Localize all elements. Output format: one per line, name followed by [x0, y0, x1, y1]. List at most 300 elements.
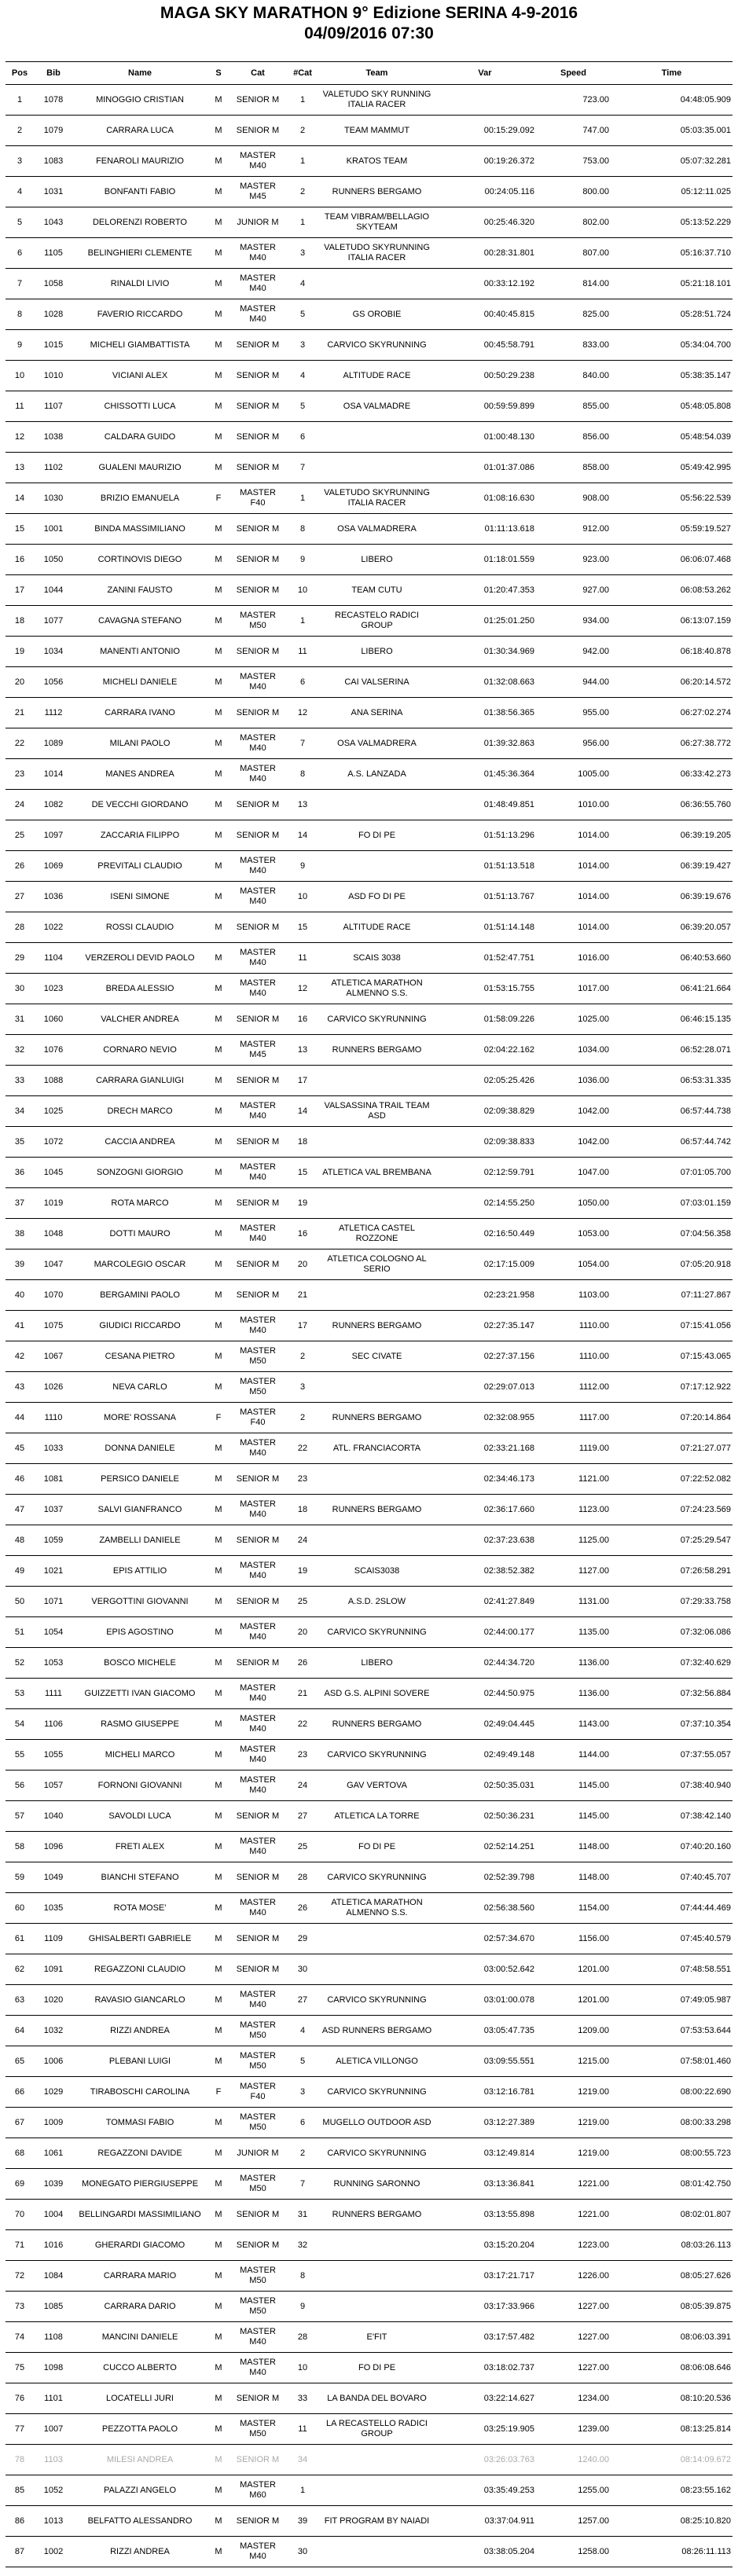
table-row	[6, 728, 732, 759]
speed-cell: 1255.00	[536, 2475, 611, 2506]
sex-cell: M	[207, 2230, 230, 2261]
sex-cell: M	[207, 361, 230, 391]
page-subtitle: 04/09/2016 07:30	[304, 24, 434, 42]
gap-cell: 02:34:46.173	[434, 1464, 536, 1495]
pos-cell: 45	[6, 1433, 34, 1464]
name-cell: MICHELI GIAMBATTISTA	[73, 330, 207, 361]
gap-cell: 02:44:34.720	[434, 1648, 536, 1679]
bib-cell: 1019	[34, 1188, 73, 1219]
name-cell: BELLINGARDI MASSIMILIANO	[73, 2200, 207, 2230]
pos-cell: 10	[6, 361, 34, 391]
name-cell: SAVOLDI LUCA	[73, 1801, 207, 1832]
bib-cell: 1083	[34, 146, 73, 177]
bib-cell: 1071	[34, 1587, 73, 1617]
gap-cell: 03:17:57.482	[434, 2322, 536, 2353]
speed-cell: 1201.00	[536, 1985, 611, 2016]
bib-cell: 1035	[34, 1893, 73, 1924]
speed-cell: 927.00	[536, 575, 611, 606]
pos-cell: 7	[6, 269, 34, 299]
team-cell: ATLETICA LA TORRE	[320, 1801, 434, 1832]
bib-cell: 1075	[34, 1311, 73, 1341]
name-cell: GUIZZETTI IVAN GIACOMO	[73, 1679, 207, 1709]
table-row	[6, 391, 732, 422]
speed-cell: 1050.00	[536, 1188, 611, 1219]
time-cell: 06:06:07.468	[611, 545, 732, 575]
team-cell: TEAM MAMMUT	[320, 116, 434, 146]
sex-cell: M	[207, 1525, 230, 1556]
speed-cell: 1121.00	[536, 1464, 611, 1495]
bib-cell: 1108	[34, 2322, 73, 2353]
gap-cell: 02:44:00.177	[434, 1617, 536, 1648]
sex-cell: M	[207, 759, 230, 790]
pos-cell: 27	[6, 882, 34, 912]
category-cell: SENIOR M	[230, 2230, 285, 2261]
pos-cell: 49	[6, 1556, 34, 1587]
gap-cell: 03:01:00.078	[434, 1985, 536, 2016]
time-cell: 05:12:11.025	[611, 177, 732, 207]
team-cell	[320, 1464, 434, 1495]
category-cell: MASTER M50	[230, 2261, 285, 2292]
col-header-time: Time	[611, 62, 732, 85]
team-cell	[320, 2445, 434, 2475]
pos-cell: 52	[6, 1648, 34, 1679]
category-rank-cell: 1	[285, 207, 320, 238]
speed-cell: 1226.00	[536, 2261, 611, 2292]
time-cell: 07:20:14.864	[611, 1403, 732, 1433]
name-cell: RIZZI ANDREA	[73, 2016, 207, 2046]
name-cell: BINDA MASSIMILIANO	[73, 514, 207, 545]
category-cell: MASTER M40	[230, 1495, 285, 1525]
bib-cell: 1021	[34, 1556, 73, 1587]
category-cell: SENIOR M	[230, 391, 285, 422]
speed-cell: 800.00	[536, 177, 611, 207]
pos-cell: 74	[6, 2322, 34, 2353]
table-row	[6, 85, 732, 116]
pos-cell: 31	[6, 1004, 34, 1035]
bib-cell: 1032	[34, 2016, 73, 2046]
gap-cell: 02:23:21.958	[434, 1280, 536, 1311]
category-rank-cell: 2	[285, 1403, 320, 1433]
time-cell: 06:33:42.273	[611, 759, 732, 790]
time-cell: 08:06:08.646	[611, 2353, 732, 2383]
name-cell: CARRARA MARIO	[73, 2261, 207, 2292]
gap-cell: 02:27:35.147	[434, 1311, 536, 1341]
team-cell	[320, 453, 434, 483]
pos-cell: 36	[6, 1158, 34, 1188]
sex-cell: M	[207, 1893, 230, 1924]
table-row	[6, 545, 732, 575]
page-header	[0, 0, 738, 61]
category-cell: MASTER M40	[230, 759, 285, 790]
speed-cell: 1034.00	[536, 1035, 611, 1066]
time-cell: 07:53:53.644	[611, 2016, 732, 2046]
category-cell: MASTER M40	[230, 1893, 285, 1924]
name-cell: ROTA MARCO	[73, 1188, 207, 1219]
speed-cell: 1234.00	[536, 2383, 611, 2414]
speed-cell: 856.00	[536, 422, 611, 453]
gap-cell: 01:48:49.851	[434, 790, 536, 820]
category-cell: SENIOR M	[230, 85, 285, 116]
category-cell: MASTER M40	[230, 728, 285, 759]
table-row	[6, 2046, 732, 2077]
sex-cell: M	[207, 330, 230, 361]
name-cell: PLEBANI LUIGI	[73, 2046, 207, 2077]
pos-cell: 39	[6, 1249, 34, 1280]
table-row	[6, 1433, 732, 1464]
col-header-sex: S	[207, 62, 230, 85]
category-cell: SENIOR M	[230, 1587, 285, 1617]
name-cell: CACCIA ANDREA	[73, 1127, 207, 1158]
category-rank-cell: 3	[285, 330, 320, 361]
category-cell: MASTER M50	[230, 1372, 285, 1403]
pos-cell: 11	[6, 391, 34, 422]
team-cell: OSA VALMADRE	[320, 391, 434, 422]
team-cell	[320, 790, 434, 820]
category-cell: SENIOR M	[230, 912, 285, 943]
sex-cell: M	[207, 2506, 230, 2537]
time-cell: 08:23:55.162	[611, 2475, 732, 2506]
name-cell: CARRARA LUCA	[73, 116, 207, 146]
pos-cell: 78	[6, 2445, 34, 2475]
bib-cell: 1109	[34, 1924, 73, 1954]
category-rank-cell: 20	[285, 1617, 320, 1648]
team-cell: CARVICO SKYRUNNING	[320, 2077, 434, 2108]
time-cell: 07:21:27.077	[611, 1433, 732, 1464]
team-cell: RUNNERS BERGAMO	[320, 1311, 434, 1341]
table-row	[6, 606, 732, 637]
bib-cell: 1034	[34, 637, 73, 667]
sex-cell: M	[207, 1556, 230, 1587]
sex-cell: M	[207, 2108, 230, 2138]
bib-cell: 1056	[34, 667, 73, 698]
time-cell: 07:05:20.918	[611, 1249, 732, 1280]
category-cell: MASTER M40	[230, 1740, 285, 1771]
pos-cell: 40	[6, 1280, 34, 1311]
category-rank-cell: 31	[285, 2200, 320, 2230]
category-cell: MASTER M45	[230, 177, 285, 207]
category-cell: MASTER F40	[230, 483, 285, 514]
sex-cell: M	[207, 912, 230, 943]
team-cell	[320, 2475, 434, 2506]
team-cell: LIBERO	[320, 1648, 434, 1679]
pos-cell: 51	[6, 1617, 34, 1648]
bib-cell: 1022	[34, 912, 73, 943]
time-cell: 06:13:07.159	[611, 606, 732, 637]
category-cell: MASTER M40	[230, 1832, 285, 1862]
sex-cell: M	[207, 1219, 230, 1249]
table-row	[6, 2169, 732, 2200]
col-header-bib: Bib	[34, 62, 73, 85]
category-rank-cell: 10	[285, 2353, 320, 2383]
gap-cell: 00:25:46.320	[434, 207, 536, 238]
category-cell: SENIOR M	[230, 422, 285, 453]
table-row	[6, 2445, 732, 2475]
table-row	[6, 2414, 732, 2445]
team-cell: ATLETICA MARATHON ALMENNO S.S.	[320, 974, 434, 1004]
team-cell: LA BANDA DEL BOVARO	[320, 2383, 434, 2414]
category-rank-cell: 14	[285, 820, 320, 851]
time-cell: 05:56:22.539	[611, 483, 732, 514]
name-cell: PERSICO DANIELE	[73, 1464, 207, 1495]
pos-cell: 15	[6, 514, 34, 545]
table-row	[6, 1372, 732, 1403]
name-cell: SONZOGNI GIORGIO	[73, 1158, 207, 1188]
speed-cell: 1123.00	[536, 1495, 611, 1525]
name-cell: CARRARA DARIO	[73, 2292, 207, 2322]
team-cell: VALETUDO SKYRUNNING ITALIA RACER	[320, 238, 434, 269]
bib-cell: 1030	[34, 483, 73, 514]
table-row	[6, 207, 732, 238]
category-rank-cell: 30	[285, 2537, 320, 2567]
team-cell: A.S. LANZADA	[320, 759, 434, 790]
team-cell: MUGELLO OUTDOOR ASD	[320, 2108, 434, 2138]
time-cell: 07:32:06.086	[611, 1617, 732, 1648]
speed-cell: 1215.00	[536, 2046, 611, 2077]
sex-cell: M	[207, 545, 230, 575]
speed-cell: 1258.00	[536, 2537, 611, 2567]
pos-cell: 23	[6, 759, 34, 790]
category-rank-cell: 6	[285, 2108, 320, 2138]
category-cell: JUNIOR M	[230, 207, 285, 238]
table-row	[6, 1832, 732, 1862]
gap-cell: 00:15:29.092	[434, 116, 536, 146]
team-cell: FO DI PE	[320, 2353, 434, 2383]
table-row	[6, 1004, 732, 1035]
pos-cell: 3	[6, 146, 34, 177]
sex-cell: M	[207, 1188, 230, 1219]
pos-cell: 8	[6, 299, 34, 330]
table-row	[6, 2383, 732, 2414]
speed-cell: 840.00	[536, 361, 611, 391]
bib-cell: 1033	[34, 1433, 73, 1464]
table-row	[6, 2077, 732, 2108]
category-cell: MASTER M50	[230, 2414, 285, 2445]
name-cell: ROSSI CLAUDIO	[73, 912, 207, 943]
team-cell: RUNNERS BERGAMO	[320, 2200, 434, 2230]
sex-cell: M	[207, 1771, 230, 1801]
category-rank-cell: 30	[285, 1954, 320, 1985]
gap-cell: 03:12:49.814	[434, 2138, 536, 2169]
time-cell: 05:21:18.101	[611, 269, 732, 299]
col-header-name: Name	[73, 62, 207, 85]
bib-cell: 1020	[34, 1985, 73, 2016]
category-rank-cell: 9	[285, 851, 320, 882]
category-cell: MASTER M40	[230, 1556, 285, 1587]
table-row	[6, 2230, 732, 2261]
sex-cell: M	[207, 2169, 230, 2200]
time-cell: 08:00:33.298	[611, 2108, 732, 2138]
time-cell: 08:26:11.113	[611, 2537, 732, 2567]
category-cell: SENIOR M	[230, 575, 285, 606]
bib-cell: 1013	[34, 2506, 73, 2537]
table-row	[6, 1464, 732, 1495]
speed-cell: 1025.00	[536, 1004, 611, 1035]
category-cell: SENIOR M	[230, 545, 285, 575]
pos-cell: 29	[6, 943, 34, 974]
pos-cell: 67	[6, 2108, 34, 2138]
team-cell	[320, 1127, 434, 1158]
time-cell: 08:05:27.626	[611, 2261, 732, 2292]
gap-cell: 01:38:56.365	[434, 698, 536, 728]
team-cell: ANA SERINA	[320, 698, 434, 728]
name-cell: PREVITALI CLAUDIO	[73, 851, 207, 882]
time-cell: 07:03:01.159	[611, 1188, 732, 1219]
bib-cell: 1055	[34, 1740, 73, 1771]
gap-cell: 01:51:13.296	[434, 820, 536, 851]
team-cell	[320, 269, 434, 299]
category-cell: SENIOR M	[230, 820, 285, 851]
time-cell: 08:01:42.750	[611, 2169, 732, 2200]
category-rank-cell: 17	[285, 1311, 320, 1341]
category-rank-cell: 2	[285, 177, 320, 207]
table-row	[6, 483, 732, 514]
gap-cell	[434, 85, 536, 116]
speed-cell: 1117.00	[536, 1403, 611, 1433]
pos-cell: 75	[6, 2353, 34, 2383]
gap-cell: 02:52:39.798	[434, 1862, 536, 1893]
results-body	[6, 85, 732, 2567]
speed-cell: 1054.00	[536, 1249, 611, 1280]
category-cell: SENIOR M	[230, 1862, 285, 1893]
table-row	[6, 2108, 732, 2138]
name-cell: REGAZZONI CLAUDIO	[73, 1954, 207, 1985]
team-cell	[320, 2292, 434, 2322]
category-rank-cell: 16	[285, 1004, 320, 1035]
team-cell: E'FIT	[320, 2322, 434, 2353]
name-cell: BELFATTO ALESSANDRO	[73, 2506, 207, 2537]
team-cell: ALTITUDE RACE	[320, 912, 434, 943]
pos-cell: 65	[6, 2046, 34, 2077]
time-cell: 05:48:54.039	[611, 422, 732, 453]
sex-cell: M	[207, 1249, 230, 1280]
gap-cell: 03:17:21.717	[434, 2261, 536, 2292]
time-cell: 07:38:42.140	[611, 1801, 732, 1832]
header-row	[6, 62, 732, 85]
pos-cell: 26	[6, 851, 34, 882]
category-rank-cell: 24	[285, 1771, 320, 1801]
speed-cell: 1209.00	[536, 2016, 611, 2046]
gap-cell: 01:53:15.755	[434, 974, 536, 1004]
gap-cell: 02:14:55.250	[434, 1188, 536, 1219]
name-cell: NEVA CARLO	[73, 1372, 207, 1403]
time-cell: 07:49:05.987	[611, 1985, 732, 2016]
team-cell: OSA VALMADRERA	[320, 514, 434, 545]
name-cell: SALVI GIANFRANCO	[73, 1495, 207, 1525]
time-cell: 06:27:38.772	[611, 728, 732, 759]
name-cell: ISENI SIMONE	[73, 882, 207, 912]
bib-cell: 1089	[34, 728, 73, 759]
category-rank-cell: 23	[285, 1740, 320, 1771]
time-cell: 08:25:10.820	[611, 2506, 732, 2537]
speed-cell: 1005.00	[536, 759, 611, 790]
name-cell: LOCATELLI JURI	[73, 2383, 207, 2414]
sex-cell: M	[207, 667, 230, 698]
sex-cell: M	[207, 851, 230, 882]
time-cell: 06:39:19.676	[611, 882, 732, 912]
time-cell: 07:58:01.460	[611, 2046, 732, 2077]
gap-cell: 01:39:32.863	[434, 728, 536, 759]
speed-cell: 1221.00	[536, 2169, 611, 2200]
bib-cell: 1052	[34, 2475, 73, 2506]
category-rank-cell: 7	[285, 2169, 320, 2200]
gap-cell: 01:32:08.663	[434, 667, 536, 698]
gap-cell: 02:44:50.975	[434, 1679, 536, 1709]
category-cell: MASTER M40	[230, 1679, 285, 1709]
name-cell: DONNA DANIELE	[73, 1433, 207, 1464]
category-rank-cell: 7	[285, 453, 320, 483]
table-row	[6, 1341, 732, 1372]
speed-cell: 1227.00	[536, 2353, 611, 2383]
name-cell: RINALDI LIVIO	[73, 269, 207, 299]
speed-cell: 802.00	[536, 207, 611, 238]
speed-cell: 1227.00	[536, 2292, 611, 2322]
pos-cell: 33	[6, 1066, 34, 1096]
table-row	[6, 146, 732, 177]
gap-cell: 03:22:14.627	[434, 2383, 536, 2414]
sex-cell: M	[207, 698, 230, 728]
speed-cell: 855.00	[536, 391, 611, 422]
bib-cell: 1098	[34, 2353, 73, 2383]
speed-cell: 1148.00	[536, 1832, 611, 1862]
sex-cell: M	[207, 2138, 230, 2169]
category-rank-cell: 34	[285, 2445, 320, 2475]
table-row	[6, 330, 732, 361]
time-cell: 06:36:55.760	[611, 790, 732, 820]
team-cell	[320, 1188, 434, 1219]
table-row	[6, 974, 732, 1004]
sex-cell: F	[207, 2077, 230, 2108]
category-rank-cell: 1	[285, 483, 320, 514]
category-rank-cell: 21	[285, 1679, 320, 1709]
name-cell: BERGAMINI PAOLO	[73, 1280, 207, 1311]
table-row	[6, 2353, 732, 2383]
name-cell: CESANA PIETRO	[73, 1341, 207, 1372]
speed-cell: 723.00	[536, 85, 611, 116]
col-header-pos: Pos	[6, 62, 34, 85]
team-cell: CARVICO SKYRUNNING	[320, 1617, 434, 1648]
category-cell: SENIOR M	[230, 1188, 285, 1219]
team-cell: GS OROBIE	[320, 299, 434, 330]
pos-cell: 64	[6, 2016, 34, 2046]
speed-cell: 1112.00	[536, 1372, 611, 1403]
name-cell: DE VECCHI GIORDANO	[73, 790, 207, 820]
team-cell: OSA VALMADRERA	[320, 728, 434, 759]
sex-cell: M	[207, 1280, 230, 1311]
speed-cell: 955.00	[536, 698, 611, 728]
bib-cell: 1081	[34, 1464, 73, 1495]
team-cell: FO DI PE	[320, 820, 434, 851]
category-rank-cell: 3	[285, 238, 320, 269]
category-rank-cell: 25	[285, 1587, 320, 1617]
category-rank-cell: 21	[285, 1280, 320, 1311]
bib-cell: 1040	[34, 1801, 73, 1832]
team-cell: RUNNERS BERGAMO	[320, 1403, 434, 1433]
gap-cell: 02:32:08.955	[434, 1403, 536, 1433]
pos-cell: 19	[6, 637, 34, 667]
team-cell: RUNNERS BERGAMO	[320, 1035, 434, 1066]
category-rank-cell: 18	[285, 1127, 320, 1158]
gap-cell: 01:00:48.130	[434, 422, 536, 453]
time-cell: 06:52:28.071	[611, 1035, 732, 1066]
name-cell: RIZZI ANDREA	[73, 2537, 207, 2567]
category-rank-cell: 16	[285, 1219, 320, 1249]
time-cell: 06:41:21.664	[611, 974, 732, 1004]
category-cell: SENIOR M	[230, 698, 285, 728]
category-cell: MASTER M40	[230, 2537, 285, 2567]
name-cell: MARCOLEGIO OSCAR	[73, 1249, 207, 1280]
name-cell: EPIS ATTILIO	[73, 1556, 207, 1587]
category-rank-cell: 2	[285, 116, 320, 146]
